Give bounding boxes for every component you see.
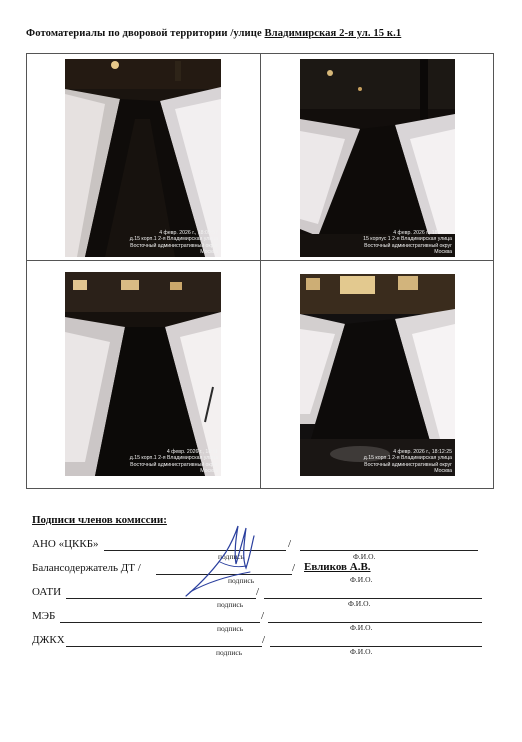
signature-row-anoc: АНО «ЦККБ»	[32, 538, 99, 550]
photo-2	[300, 59, 455, 257]
document-title	[26, 28, 496, 39]
fio-caption-3: Ф.И.О.	[348, 599, 371, 608]
separator-5: /	[262, 634, 266, 646]
photo-4-image	[300, 274, 455, 476]
separator-3: /	[256, 586, 260, 598]
separator-1: /	[288, 538, 292, 550]
photo-4-stamp: 4 февр. 2026 г., 18:12:25 д.15 корп.1 2-я Владимирская улица Восточный административный округ Москва	[363, 449, 452, 474]
grid-divider-vertical	[260, 54, 261, 488]
photo-4	[300, 274, 455, 476]
signature-row-dzhkh: ДЖКХ	[32, 634, 65, 646]
photo-grid	[26, 53, 494, 489]
fio-name-2: Евликов А.В.	[304, 561, 371, 573]
photo-1	[65, 59, 221, 257]
signature-row-balance-holder: Балансодержатель ДТ /	[32, 562, 141, 574]
signatures-heading: Подписи членов комиссии:	[32, 514, 167, 526]
sign-caption-2: подпись	[228, 576, 255, 585]
sign-caption-3: подпись	[217, 600, 244, 609]
sign-caption-1: подпись	[218, 552, 245, 561]
title-prefix: Фотоматериалы по дворовой территории /улице	[26, 28, 265, 39]
fio-line-5	[270, 646, 482, 647]
photo-3-stamp: 4 февр. 2026 г., 18:11 д.15 корп.1 2-я Владимирская улица Восточный административный округ Москва	[129, 449, 218, 474]
photo-2-stamp: 4 февр. 2026 г., 18:10:40 15 корпус 1 2-я Владимирская улица Восточный административный округ Москва	[363, 230, 452, 255]
fio-caption-5: Ф.И.О.	[350, 647, 373, 656]
sign-line-5	[66, 646, 262, 647]
fio-caption-4: Ф.И.О.	[350, 623, 373, 632]
sign-line-4	[60, 622, 260, 623]
sign-caption-5: подпись	[216, 648, 243, 657]
sign-caption-4: подпись	[217, 624, 244, 633]
title-address: Владимирская 2-я ул. 15 к.1	[264, 28, 402, 39]
grid-divider-horizontal	[27, 260, 493, 261]
signature-row-oati: ОАТИ	[32, 586, 62, 598]
photo-1-stamp: 4 февр. 2026 г., 18:09:57 д.15 корп.1 2-я Владимирская улица Восточный административный округ Москва	[129, 230, 218, 255]
photo-3	[65, 272, 221, 476]
signature-row-meb: МЭБ	[32, 610, 56, 622]
separator-4: /	[261, 610, 265, 622]
fio-line-1	[300, 550, 478, 551]
photo-2-image	[300, 59, 455, 257]
fio-line-4	[268, 622, 482, 623]
fio-line-3	[264, 598, 482, 599]
fio-caption-1: Ф.И.О.	[353, 552, 376, 561]
photo-1-image	[65, 59, 221, 257]
fio-caption-2: Ф.И.О.	[350, 575, 373, 584]
handwritten-signature	[180, 522, 270, 602]
separator-2: /	[292, 562, 296, 574]
photo-3-image	[65, 272, 221, 476]
